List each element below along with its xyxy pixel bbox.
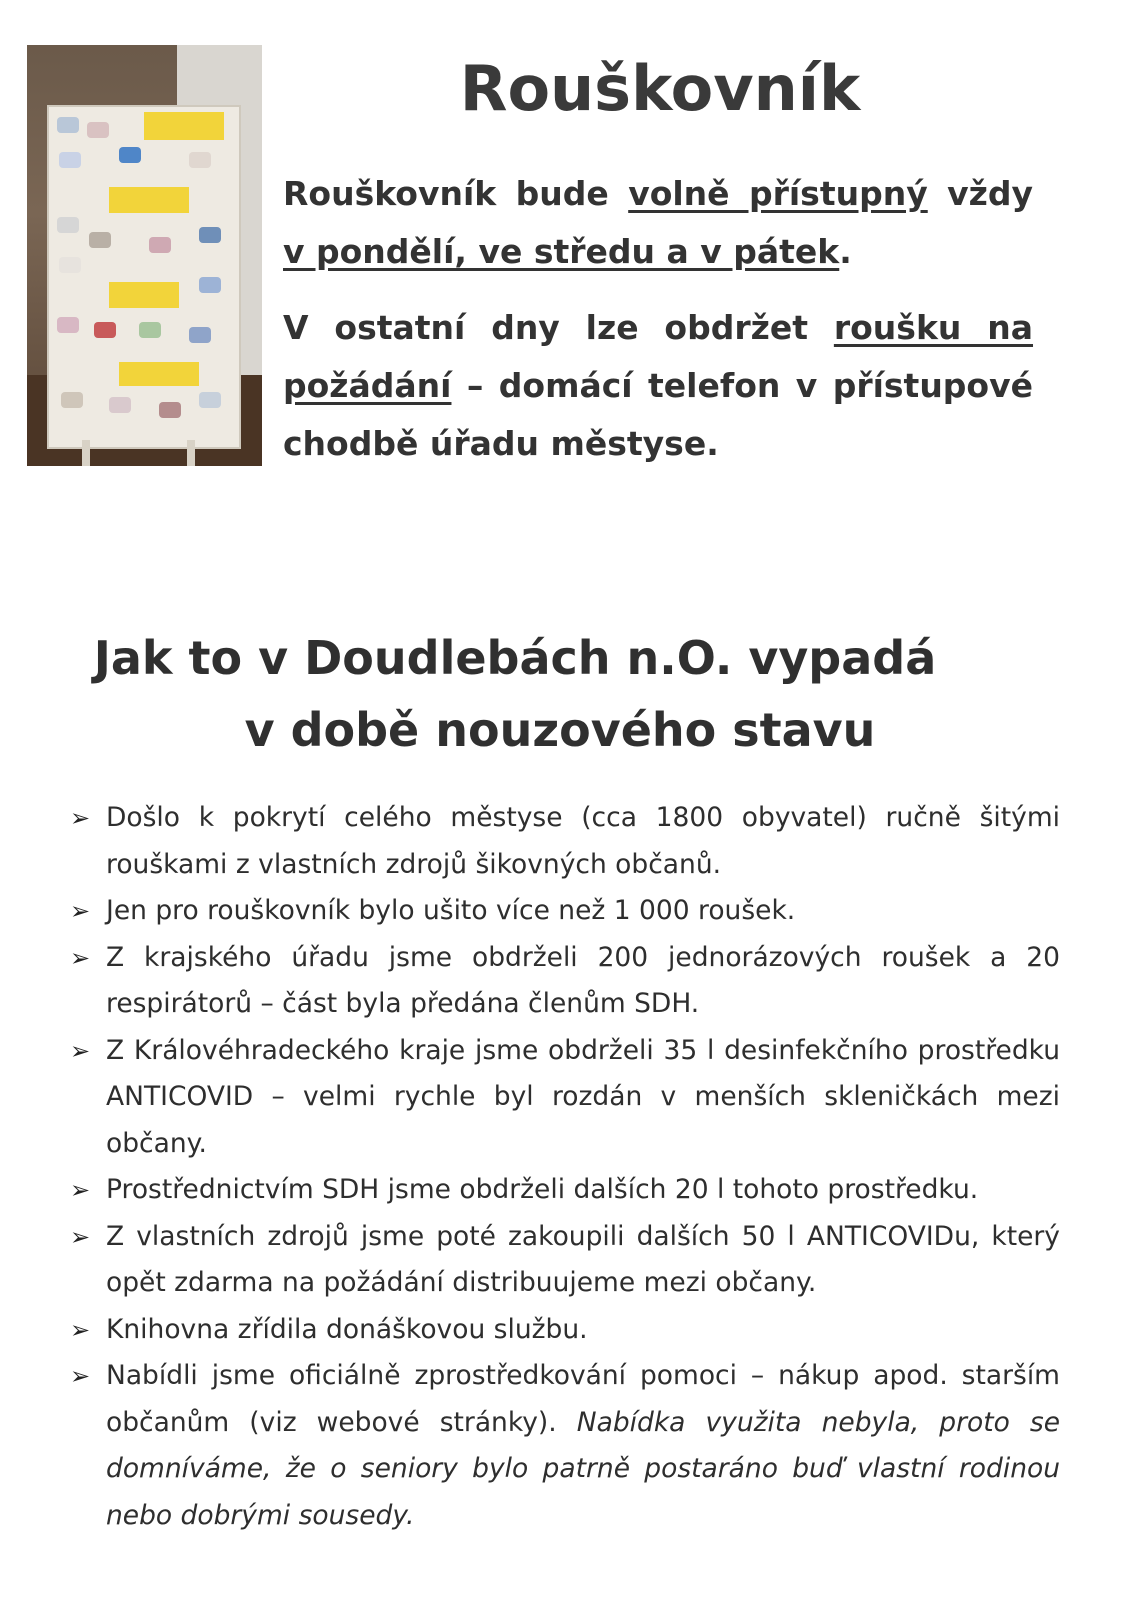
photo-mask bbox=[189, 152, 211, 168]
photo-mask bbox=[57, 317, 79, 333]
list-item-text: Došlo k pokrytí celého městyse (cca 1800 obyvatel) ručně šitými rouškami z vlastních zdrojů šikovných občanů. bbox=[106, 802, 1060, 880]
photo-board-leg bbox=[187, 440, 195, 466]
photo-mask bbox=[199, 227, 221, 243]
photo-note bbox=[109, 282, 179, 308]
photo-mask bbox=[139, 322, 161, 338]
photo-mask bbox=[199, 392, 221, 408]
photo-board-leg bbox=[82, 440, 90, 466]
page-title: Rouškovník bbox=[459, 52, 861, 125]
arrowhead-bullet-icon: ➢ bbox=[70, 1315, 91, 1344]
photo-mask bbox=[149, 237, 171, 253]
section-heading-line-2: v době nouzového stavu bbox=[244, 703, 876, 757]
intro-text bbox=[283, 165, 1033, 473]
list-item bbox=[70, 1214, 1060, 1307]
on-request-highlight: roušku na požádání bbox=[283, 308, 1034, 405]
list-item bbox=[70, 1167, 1060, 1214]
list-item bbox=[70, 1028, 1060, 1168]
intro-paragraph-2 bbox=[283, 299, 1033, 473]
list-item bbox=[70, 795, 1060, 888]
list-item-text: Prostřednictvím SDH jsme obdrželi dalších 20 l tohoto prostředku. bbox=[106, 1174, 979, 1205]
measures-list bbox=[70, 795, 1060, 1539]
intro-paragraph-1 bbox=[283, 165, 1033, 281]
arrowhead-bullet-icon: ➢ bbox=[70, 1036, 91, 1065]
intro-text-segment: vždy bbox=[927, 174, 1034, 213]
section-heading bbox=[60, 622, 1060, 766]
photo-mask bbox=[189, 327, 211, 343]
photo-mask bbox=[61, 392, 83, 408]
intro-text-segment: V ostatní dny lze obdržet bbox=[283, 308, 834, 347]
photo-mask bbox=[159, 402, 181, 418]
list-item bbox=[70, 888, 1060, 935]
arrowhead-bullet-icon: ➢ bbox=[70, 897, 91, 925]
photo-mask bbox=[199, 277, 221, 293]
list-item bbox=[70, 935, 1060, 1028]
intro-text-segment: Rouškovník bude bbox=[283, 174, 629, 213]
photo-mask bbox=[119, 147, 141, 163]
list-item-text: Z Královéhradeckého kraje jsme obdrželi 35 l desinfekčního prostředku ANTICOVID – velmi rychle byl rozdán v menších skleničkách mezi občany. bbox=[106, 1034, 1060, 1159]
arrowhead-bullet-icon: ➢ bbox=[70, 943, 91, 972]
list-item bbox=[70, 1307, 1060, 1354]
photo-note bbox=[144, 112, 224, 140]
photo-mask bbox=[87, 122, 109, 138]
intro-text-segment: – domácí telefon v přístupové chodbě úřadu městyse. bbox=[283, 366, 1033, 463]
arrowhead-bullet-icon: ➢ bbox=[70, 804, 91, 832]
availability-highlight: volně přístupný bbox=[628, 174, 928, 213]
photo-mask bbox=[89, 232, 111, 248]
photo-mask bbox=[109, 397, 131, 413]
list-item-text: Nabídli jsme oficiálně zprostředkování pomoci – nákup apod. starším občanům (viz webové stránky). bbox=[106, 1360, 1060, 1438]
arrowhead-bullet-icon: ➢ bbox=[70, 1222, 91, 1251]
list-item-text: Jen pro rouškovník bylo ušito více než 1 000 roušek. bbox=[106, 895, 796, 926]
list-item-text: Z krajského úřadu jsme obdrželi 200 jednorázových roušek a 20 respirátorů – část byla předána členům SDH. bbox=[106, 941, 1060, 1019]
section-heading-line-1: Jak to v Doudlebách n.O. vypadá bbox=[93, 631, 937, 685]
arrowhead-bullet-icon: ➢ bbox=[70, 1362, 91, 1390]
photo-note bbox=[109, 187, 189, 213]
list-item bbox=[70, 1353, 1060, 1539]
photo-mask-board bbox=[47, 105, 241, 449]
photo-mask bbox=[57, 217, 79, 233]
list-item-italic-note: Nabídka využita nebyla, proto se domníváme, že o seniory bylo patrně postaráno buď vlastní rodinou nebo dobrými sousedy. bbox=[106, 1406, 1060, 1531]
list-item-text: Z vlastních zdrojů jsme poté zakoupili dalších 50 l ANTICOVIDu, který opět zdarma na požádání distribuujeme mezi občany. bbox=[106, 1220, 1060, 1298]
arrowhead-bullet-icon: ➢ bbox=[70, 1176, 91, 1204]
photo-mask bbox=[59, 257, 81, 273]
photo-mask bbox=[57, 117, 79, 133]
photo-mask bbox=[59, 152, 81, 168]
intro-text-segment: . bbox=[839, 232, 852, 271]
list-item-text: Knihovna zřídila donáškovou službu. bbox=[106, 1313, 588, 1345]
photo-note bbox=[119, 362, 199, 386]
photo-mask bbox=[94, 322, 116, 338]
days-highlight: v pondělí, ve středu a v pátek bbox=[283, 232, 840, 271]
rouskovnik-photo bbox=[27, 45, 262, 466]
